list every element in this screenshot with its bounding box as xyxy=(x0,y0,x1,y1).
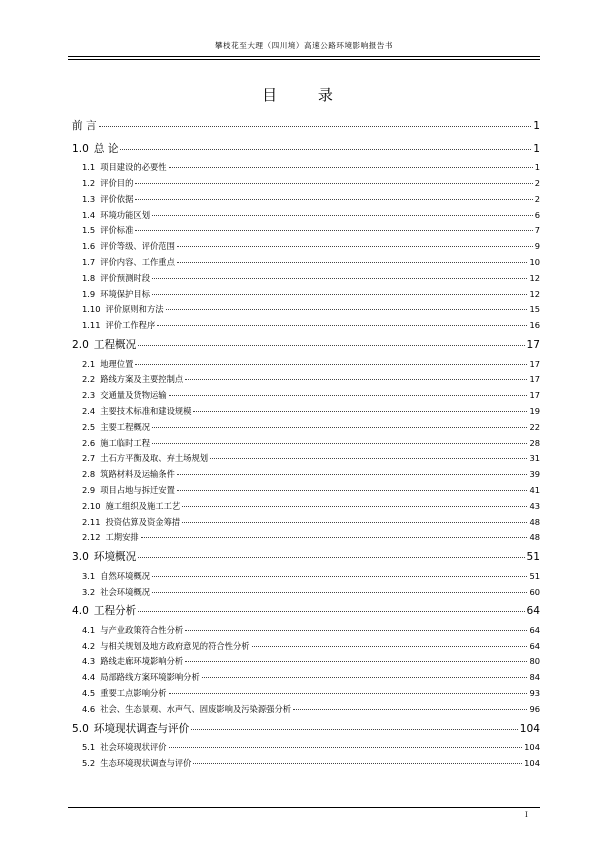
toc-section-entry[interactable] xyxy=(72,176,540,192)
toc-entry-page: 15 xyxy=(529,304,540,315)
dot-leader xyxy=(185,630,527,631)
toc-entry-page: 43 xyxy=(529,500,540,511)
dot-leader xyxy=(293,709,527,710)
toc-entry-title: 投资估算及资金筹措 xyxy=(105,516,181,527)
toc-section-entry[interactable] xyxy=(72,302,540,318)
toc-section-entry[interactable] xyxy=(72,623,540,639)
toc-section-entry[interactable] xyxy=(72,208,540,224)
toc-chapter-entry[interactable] xyxy=(72,546,540,569)
toc-entry-page: 96 xyxy=(529,703,540,714)
toc-entry-title: 工程分析 xyxy=(93,605,137,618)
toc-entry-number: 1.3 xyxy=(82,193,96,204)
toc-entry-number: 4.6 xyxy=(82,703,96,714)
dot-leader xyxy=(169,747,523,748)
toc-entry-title: 主要工程概况 xyxy=(100,421,150,432)
dot-leader xyxy=(135,199,532,200)
toc-section-entry[interactable] xyxy=(72,740,540,756)
toc-entry-title: 环境功能区划 xyxy=(100,209,150,220)
toc-entry-number: 4.5 xyxy=(82,688,96,699)
toc-entry-page: 2 xyxy=(534,193,540,204)
dot-leader xyxy=(177,474,528,475)
toc-entry-number: 3.1 xyxy=(82,570,96,581)
dot-leader xyxy=(177,262,528,263)
toc-entry-title: 主要技术标准和建设规模 xyxy=(100,405,192,416)
toc-entry-title: 评价原则和方法 xyxy=(105,304,164,315)
toc-section-entry[interactable] xyxy=(72,192,540,208)
toc-entry-number: 2.0 xyxy=(72,338,89,351)
toc-entry-page: 84 xyxy=(529,672,540,683)
toc-section-entry[interactable] xyxy=(72,388,540,404)
toc-entry-page: 12 xyxy=(529,288,540,299)
toc-entry-page: 60 xyxy=(529,586,540,597)
toc-entry-number: 1.0 xyxy=(72,142,89,155)
dot-leader xyxy=(152,215,533,216)
toc-entry-number: 1.11 xyxy=(82,320,101,331)
toc-entry-title: 路线方案及主要控制点 xyxy=(100,374,184,385)
toc-entry-title: 项目建设的必要性 xyxy=(100,162,167,173)
page-number: I xyxy=(525,811,528,819)
toc-entry-title: 工程概况 xyxy=(93,338,137,351)
dot-leader xyxy=(138,345,524,346)
toc-section-entry[interactable] xyxy=(72,467,540,483)
table-of-contents xyxy=(72,115,540,772)
toc-section-entry[interactable] xyxy=(72,654,540,670)
toc-entry-page: 6 xyxy=(534,209,540,220)
toc-entry-page: 17 xyxy=(529,358,540,369)
toc-entry-number: 2.2 xyxy=(82,374,96,385)
toc-entry-page: 2 xyxy=(534,177,540,188)
toc-title: 目 录 xyxy=(262,86,351,104)
toc-entry-number: 2.7 xyxy=(82,453,96,464)
toc-entry-page: 104 xyxy=(524,758,540,769)
toc-section-entry[interactable] xyxy=(72,451,540,467)
toc-entry-title: 评价内容、工作重点 xyxy=(100,256,175,267)
dot-leader xyxy=(185,379,527,380)
toc-entry-page: 17 xyxy=(529,374,540,385)
dot-leader xyxy=(152,278,527,279)
toc-entry-title: 地理位置 xyxy=(100,358,134,369)
dot-leader xyxy=(135,364,527,365)
toc-entry-page: 39 xyxy=(529,469,540,480)
toc-entry-page: 64 xyxy=(526,605,540,618)
toc-section-entry[interactable] xyxy=(72,255,540,271)
toc-entry-number: 2.5 xyxy=(82,421,96,432)
toc-entry-number: 4.1 xyxy=(82,624,96,635)
dot-leader xyxy=(202,677,528,678)
dot-leader xyxy=(177,246,533,247)
dot-leader xyxy=(99,126,532,127)
toc-entry-title: 社会环境现状评价 xyxy=(100,742,167,753)
toc-section-entry[interactable] xyxy=(72,372,540,388)
dot-leader xyxy=(120,149,531,150)
toc-entry-number: 1.10 xyxy=(82,304,101,315)
toc-entry-page: 104 xyxy=(519,722,540,735)
toc-entry-number: 3.2 xyxy=(82,586,96,597)
toc-section-entry[interactable] xyxy=(72,499,540,515)
toc-section-entry[interactable] xyxy=(72,530,540,546)
header-rule-thin xyxy=(68,59,540,60)
toc-entry-number: 3.0 xyxy=(72,551,89,564)
toc-section-entry[interactable] xyxy=(72,287,540,303)
toc-entry-number: 2.11 xyxy=(82,516,101,527)
toc-section-entry[interactable] xyxy=(72,223,540,239)
toc-entry-title: 社会、生态景观、水声气、固废影响及污染源强分析 xyxy=(100,703,292,714)
toc-entry-title: 总 论 xyxy=(93,142,119,155)
toc-entry-title: 土石方平衡及取、弃土场规划 xyxy=(100,453,209,464)
toc-entry-title: 局部路线方案环境影响分析 xyxy=(100,672,200,683)
toc-entry-number: 1.5 xyxy=(82,225,96,236)
dot-leader xyxy=(182,506,527,507)
toc-section-entry[interactable] xyxy=(72,436,540,452)
toc-entry-page: 9 xyxy=(534,241,540,252)
toc-section-entry[interactable] xyxy=(72,318,540,334)
dot-leader xyxy=(169,693,528,694)
toc-entry-number: 2.3 xyxy=(82,390,96,401)
dot-leader xyxy=(182,522,527,523)
toc-entry-title: 社会环境概况 xyxy=(100,586,150,597)
toc-section-entry[interactable] xyxy=(72,702,540,718)
toc-entry-page: 31 xyxy=(529,453,540,464)
toc-chapter-entry[interactable] xyxy=(72,115,540,138)
dot-leader xyxy=(193,411,527,412)
dot-leader xyxy=(138,611,524,612)
toc-entry-number: 4.0 xyxy=(72,605,89,618)
toc-entry-page: 22 xyxy=(529,421,540,432)
toc-entry-title: 与相关规划及地方政府意见的符合性分析 xyxy=(100,640,250,651)
toc-entry-page: 10 xyxy=(529,256,540,267)
toc-entry-title: 交通量及货物运输 xyxy=(100,390,167,401)
toc-chapter-entry[interactable] xyxy=(72,334,540,357)
toc-entry-number: 2.12 xyxy=(82,532,101,543)
toc-chapter-entry[interactable] xyxy=(72,600,540,623)
toc-entry-title: 评价目的 xyxy=(100,177,134,188)
toc-section-entry[interactable] xyxy=(72,515,540,531)
toc-entry-page: 48 xyxy=(529,532,540,543)
toc-entry-number: 1.9 xyxy=(82,288,96,299)
dot-leader xyxy=(169,167,533,168)
toc-entry-title: 筑路材料及运输条件 xyxy=(100,469,175,480)
toc-entry-page: 64 xyxy=(529,624,540,635)
toc-entry-title: 自然环境概况 xyxy=(100,570,150,581)
toc-entry-title: 评价依据 xyxy=(100,193,134,204)
toc-entry-number: 1.6 xyxy=(82,241,96,252)
dot-leader xyxy=(252,646,528,647)
toc-entry-page: 1 xyxy=(533,142,540,155)
header-rule xyxy=(68,56,540,57)
dot-leader xyxy=(138,557,524,558)
toc-entry-page: 51 xyxy=(529,570,540,581)
toc-section-entry[interactable] xyxy=(72,357,540,373)
dot-leader xyxy=(152,576,527,577)
dot-leader xyxy=(135,183,532,184)
running-header: 攀枝花至大理（四川境）高速公路环境影响报告书 xyxy=(214,41,394,50)
toc-entry-number: 1.7 xyxy=(82,256,96,267)
toc-section-entry[interactable] xyxy=(72,639,540,655)
toc-section-entry[interactable] xyxy=(72,160,540,176)
dot-leader xyxy=(152,443,527,444)
toc-entry-number: 2.1 xyxy=(82,358,96,369)
toc-entry-title: 环境概况 xyxy=(93,551,137,564)
toc-section-entry[interactable] xyxy=(72,420,540,436)
toc-section-entry[interactable] xyxy=(72,585,540,601)
toc-entry-number: 2.4 xyxy=(82,405,96,416)
toc-entry-page: 19 xyxy=(529,405,540,416)
toc-entry-number: 2.9 xyxy=(82,484,96,495)
toc-entry-number: 1.4 xyxy=(82,209,96,220)
toc-entry-title: 前 言 xyxy=(72,120,97,132)
toc-entry-page: 16 xyxy=(529,320,540,331)
toc-entry-title: 与产业政策符合性分析 xyxy=(100,624,184,635)
dot-leader xyxy=(135,230,532,231)
dot-leader xyxy=(157,325,527,326)
toc-entry-title: 环境现状调查与评价 xyxy=(93,722,190,735)
dot-leader xyxy=(169,395,528,396)
toc-entry-number: 1.2 xyxy=(82,177,96,188)
toc-entry-number: 5.2 xyxy=(82,758,96,769)
toc-chapter-entry[interactable] xyxy=(72,718,540,741)
toc-entry-title: 工期安排 xyxy=(105,532,139,543)
dot-leader xyxy=(152,294,527,295)
toc-entry-title: 施工临时工程 xyxy=(100,437,150,448)
toc-entry-number: 2.6 xyxy=(82,437,96,448)
toc-section-entry[interactable] xyxy=(72,239,540,255)
dot-leader xyxy=(141,537,528,538)
toc-entry-number: 4.3 xyxy=(82,656,96,667)
dot-leader xyxy=(185,661,527,662)
toc-entry-page: 48 xyxy=(529,516,540,527)
dot-leader xyxy=(177,490,528,491)
dot-leader xyxy=(152,427,527,428)
toc-entry-page: 12 xyxy=(529,272,540,283)
toc-entry-page: 7 xyxy=(534,225,540,236)
dot-leader xyxy=(210,458,527,459)
toc-entry-page: 17 xyxy=(526,338,540,351)
toc-entry-title: 评价标准 xyxy=(100,225,134,236)
toc-entry-page: 41 xyxy=(529,484,540,495)
toc-section-entry[interactable] xyxy=(72,271,540,287)
toc-entry-title: 施工组织及施工工艺 xyxy=(105,500,181,511)
dot-leader xyxy=(166,309,528,310)
toc-entry-page: 104 xyxy=(524,742,540,753)
toc-section-entry[interactable] xyxy=(72,569,540,585)
toc-section-entry[interactable] xyxy=(72,483,540,499)
toc-entry-title: 路线走廊环境影响分析 xyxy=(100,656,184,667)
toc-entry-page: 80 xyxy=(529,656,540,667)
toc-section-entry[interactable] xyxy=(72,756,540,772)
toc-entry-page: 28 xyxy=(529,437,540,448)
toc-section-entry[interactable] xyxy=(72,686,540,702)
toc-entry-number: 1.8 xyxy=(82,272,96,283)
toc-entry-title: 项目占地与拆迁安置 xyxy=(100,484,175,495)
toc-entry-page: 17 xyxy=(529,390,540,401)
toc-entry-number: 2.8 xyxy=(82,469,96,480)
toc-entry-title: 评价等级、评价范围 xyxy=(100,241,175,252)
toc-section-entry[interactable] xyxy=(72,670,540,686)
toc-entry-number: 4.2 xyxy=(82,640,96,651)
dot-leader xyxy=(191,729,518,730)
toc-entry-page: 93 xyxy=(529,688,540,699)
toc-entry-title: 环境保护目标 xyxy=(100,288,150,299)
dot-leader xyxy=(152,592,527,593)
toc-entry-title: 生态环境现状调查与评价 xyxy=(100,758,192,769)
toc-entry-number: 4.4 xyxy=(82,672,96,683)
toc-entry-number: 2.10 xyxy=(82,500,101,511)
toc-entry-number: 5.1 xyxy=(82,742,96,753)
footer-rule xyxy=(68,807,540,808)
toc-entry-page: 64 xyxy=(529,640,540,651)
toc-entry-page: 1 xyxy=(533,120,540,132)
toc-entry-number: 5.0 xyxy=(72,722,89,735)
dot-leader xyxy=(193,763,522,764)
toc-entry-title: 评价预测时段 xyxy=(100,272,150,283)
toc-entry-page: 51 xyxy=(526,551,540,564)
toc-entry-title: 重要工点影响分析 xyxy=(100,688,167,699)
toc-section-entry[interactable] xyxy=(72,404,540,420)
toc-entry-title: 评价工作程序 xyxy=(105,320,156,331)
toc-chapter-entry[interactable] xyxy=(72,138,540,161)
toc-entry-page: 1 xyxy=(534,162,540,173)
toc-entry-number: 1.1 xyxy=(82,162,96,173)
